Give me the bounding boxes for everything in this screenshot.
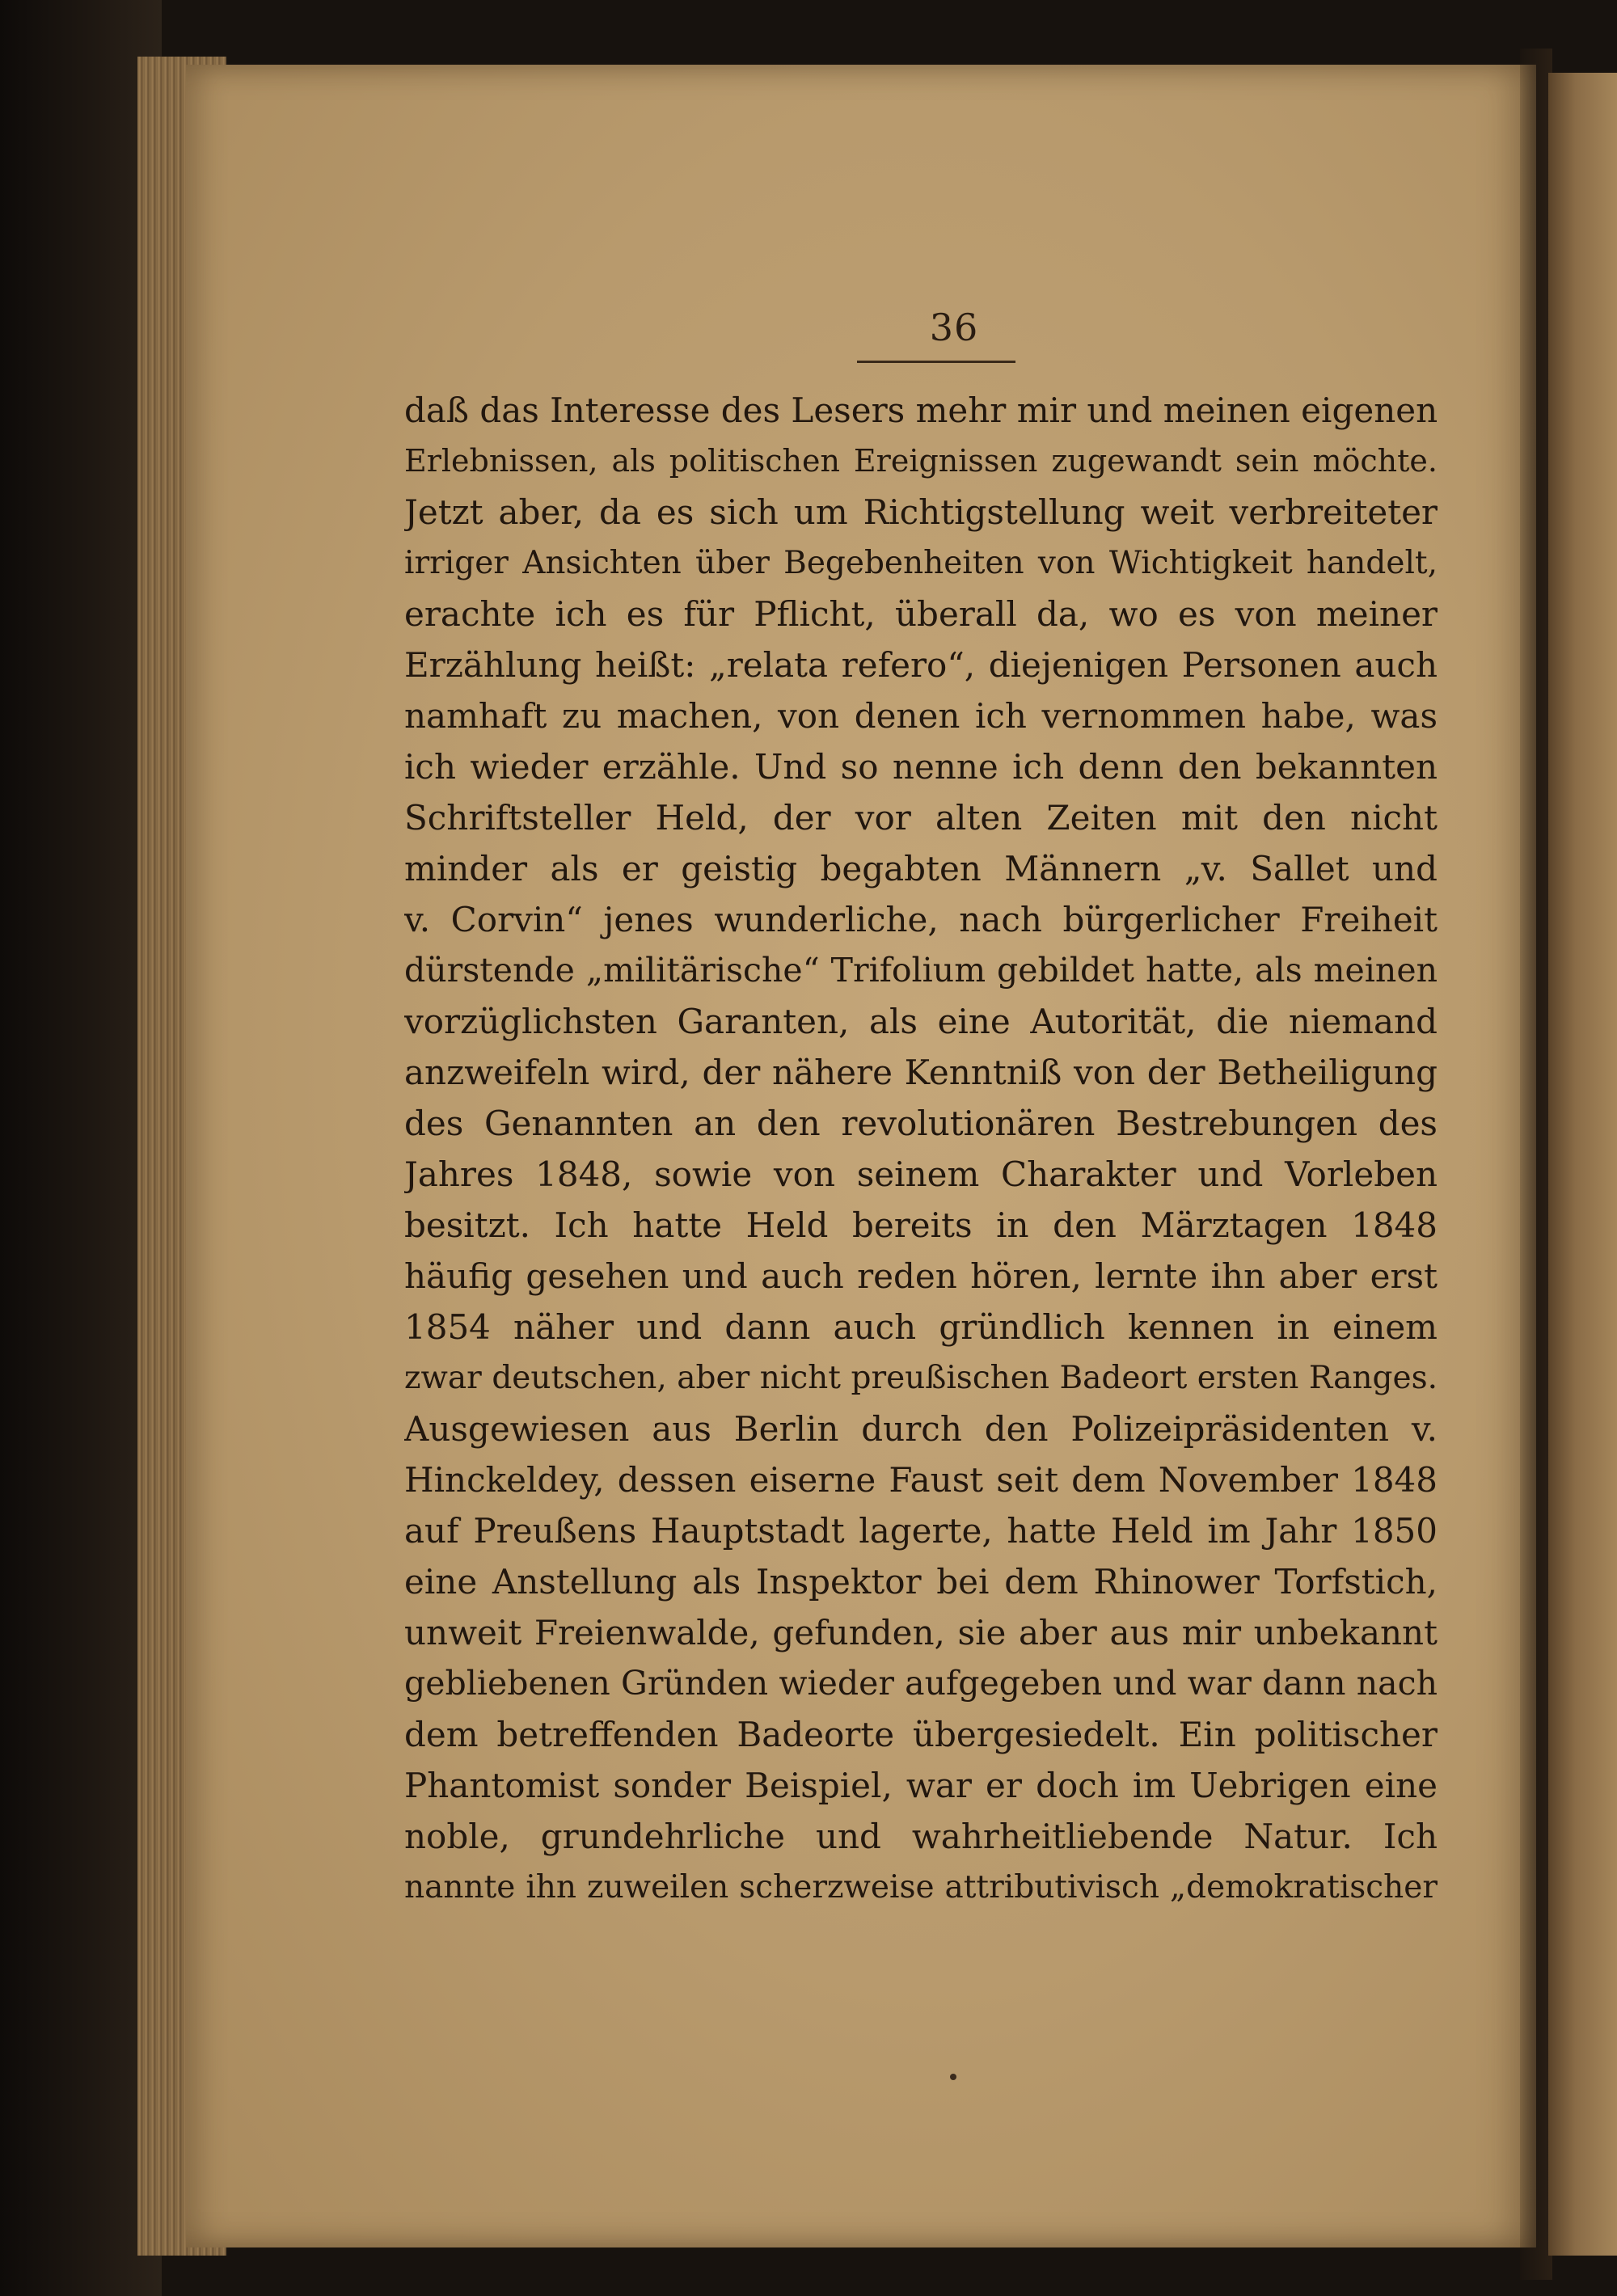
text-line: dürstende „militärische“ Trifolium gebildet hatte, als meinen	[404, 951, 1438, 990]
text-line: Erlebnissen, als politischen Ereignissen zugewandt sein möchte.	[404, 443, 1438, 479]
ink-speck	[950, 2074, 956, 2080]
text-line: des Genannten an den revolutionären Bestrebungen des	[404, 1104, 1438, 1143]
text-line: dem betreffenden Badeorte übergesiedelt. Ein politischer	[404, 1715, 1438, 1754]
text-line: zwar deutschen, aber nicht preußischen Badeort ersten Ranges.	[404, 1360, 1438, 1396]
text-line: auf Preußens Hauptstadt lagerte, hatte Held im Jahr 1850	[404, 1511, 1438, 1551]
text-line: namhaft zu machen, von denen ich vernommen habe, was	[404, 696, 1438, 736]
text-line: Jetzt aber, da es sich um Richtigstellung weit verbreiteter	[404, 492, 1438, 532]
text-line: noble, grundehrliche und wahrheitliebende Natur. Ich	[404, 1817, 1438, 1856]
page-number-rule	[857, 361, 1015, 363]
text-line: erachte ich es für Pflicht, überall da, wo es von meiner	[404, 594, 1438, 634]
text-line: eine Anstellung als Inspektor bei dem Rhinower Torfstich,	[404, 1562, 1438, 1602]
gutter-shadow	[1520, 49, 1552, 2280]
text-line: vorzüglichsten Garanten, als eine Autorität, die niemand	[404, 1002, 1438, 1041]
text-line: nannte ihn zuweilen scherzweise attributivisch „demokratischer	[404, 1869, 1438, 1906]
text-line: unweit Freienwalde, gefunden, sie aber aus mir unbekannt	[404, 1613, 1438, 1652]
text-line: gebliebenen Gründen wieder aufgegeben und war dann nach	[404, 1664, 1438, 1703]
text-line: Jahres 1848, sowie von seinem Charakter und Vorleben	[404, 1154, 1438, 1194]
text-line: anzweifeln wird, der nähere Kenntniß von der Betheiligung	[404, 1053, 1438, 1092]
text-line: 1854 näher und dann auch gründlich kennen in einem	[404, 1307, 1438, 1347]
text-line: minder als er geistig begabten Männern „v. Sallet und	[404, 849, 1438, 888]
text-line: Ausgewiesen aus Berlin durch den Polizeipräsidenten v.	[404, 1409, 1438, 1449]
text-line: Erzählung heißt: „relata refero“, diejenigen Personen auch	[404, 645, 1438, 685]
text-line: Schriftsteller Held, der vor alten Zeiten mit den nicht	[404, 798, 1438, 838]
body-text	[404, 385, 1438, 1913]
text-line: daß das Interesse des Lesers mehr mir und meinen eigenen	[404, 390, 1438, 430]
text-line: häufig gesehen und auch reden hören, lernte ihn aber erst	[404, 1256, 1438, 1296]
text-line: v. Corvin“ jenes wunderliche, nach bürgerlicher Freiheit	[404, 900, 1438, 939]
text-line: Phantomist sonder Beispiel, war er doch im Uebrigen eine	[404, 1766, 1438, 1805]
text-line: irriger Ansichten über Begebenheiten von Wichtigkeit handelt,	[404, 545, 1438, 581]
page-number: 36	[929, 306, 979, 349]
text-line: besitzt. Ich hatte Held bereits in den Märztagen 1848	[404, 1205, 1438, 1245]
facing-page-edge	[1548, 73, 1617, 2256]
text-line: ich wieder erzähle. Und so nenne ich denn den bekannten	[404, 747, 1438, 787]
text-line: Hinckeldey, dessen eiserne Faust seit dem November 1848	[404, 1460, 1438, 1500]
